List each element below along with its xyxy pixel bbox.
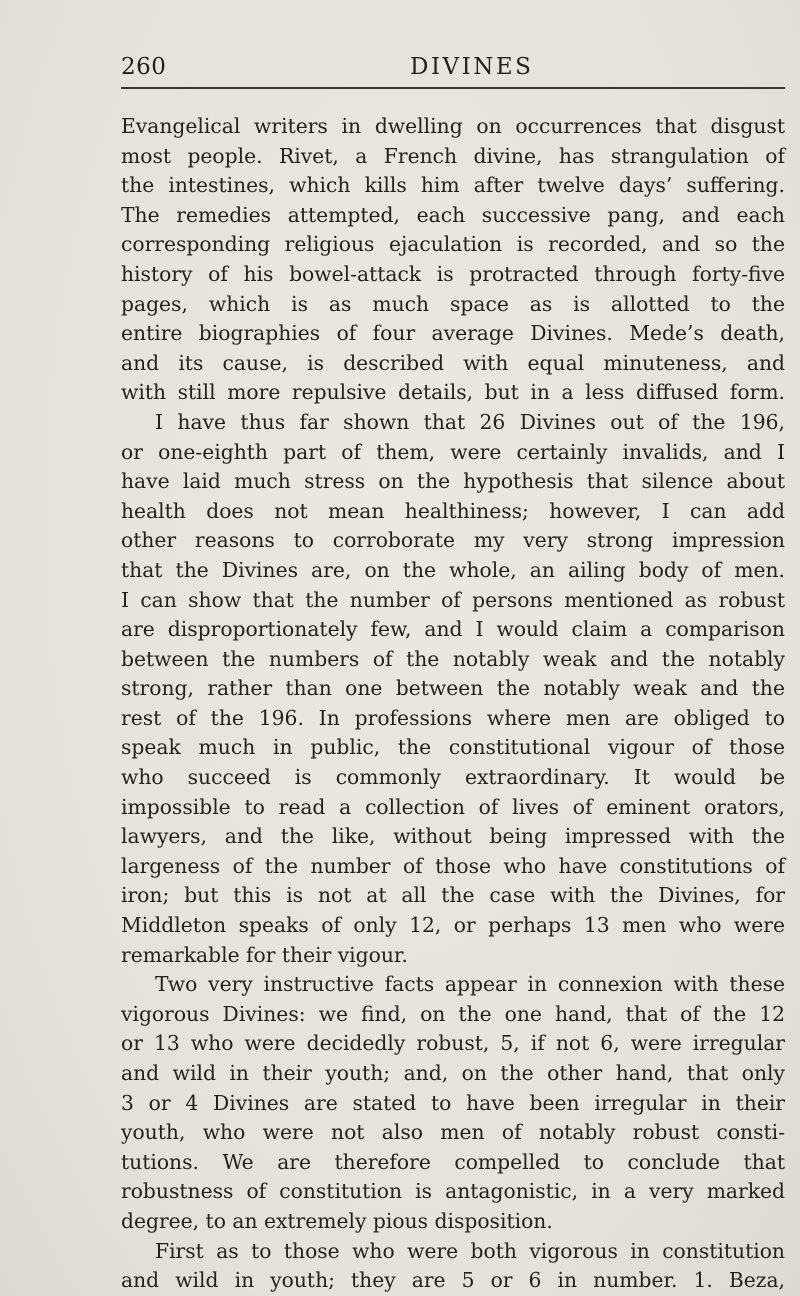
text-line: are disproportionately few, and I would claim a comparison (121, 617, 785, 642)
text-line: rest of the 196. In professions where men are obliged to (121, 705, 785, 730)
paragraph (121, 970, 785, 1236)
text-line: First as to those who were both vigorous in constitution (155, 1238, 785, 1263)
text-line: Evangelical writers in dwelling on occurrences that disgust (121, 114, 785, 138)
text-line: between the numbers of the notably weak and the notably (121, 646, 785, 671)
text-line: I can show that the number of persons mentioned as robust (121, 587, 785, 612)
text-line: largeness of the number of those who have constitutions of (121, 853, 785, 878)
text-line: with still more repulsive details, but in a less diffused form. (121, 380, 785, 405)
text-line: vigorous Divines: we find, on the one hand, that of the 12 (121, 1001, 785, 1026)
text-line: and its cause, is described with equal minuteness, and (121, 350, 785, 375)
text-line: robustness of constitution is antagonistic, in a very marked (121, 1179, 785, 1204)
text-line: lawyers, and the like, without being impressed with the (121, 824, 785, 849)
text-line: strong, rather than one between the notably weak and the (121, 676, 785, 701)
paragraph (121, 112, 785, 408)
text-line: corresponding religious ejaculation is recorded, and so the (121, 232, 785, 257)
text-line: or 13 who were decidedly robust, 5, if not 6, were irregular (121, 1031, 785, 1056)
text-line: most people. Rivet, a French divine, has strangulation of (121, 143, 785, 168)
text-line: that the Divines are, on the whole, an ailing body of men. (121, 557, 785, 582)
text-line: or one-eighth part of them, were certainly invalids, and I (121, 439, 785, 464)
text-line: The remedies attempted, each successive pang, and each (121, 202, 785, 227)
text-line: health does not mean healthiness; however, I can add (121, 498, 785, 523)
text-line: the intestines, which kills him after twelve days’ suffering. (121, 173, 785, 198)
text-line: entire biographies of four average Divines. Mede’s death, (121, 321, 785, 346)
text-line: have laid much stress on the hypothesis that silence about (121, 469, 785, 494)
text-line: I have thus far shown that 26 Divines out of the 196, (155, 409, 785, 434)
text-line: who succeed is commonly extraordinary. It would be (121, 765, 785, 790)
text-line: and wild in their youth; and, on the other hand, that only (121, 1061, 785, 1085)
page-number: 260 (121, 54, 167, 80)
text-line: remarkable for their vigour. (121, 942, 408, 967)
header-rule (121, 87, 785, 89)
text-line: Two very instructive facts appear in connexion with these (155, 972, 785, 997)
text-line: history of his bowel-attack is protracted through forty-five (121, 261, 785, 286)
text-line: and wild in youth; they are 5 or 6 in number. 1. Beza, (121, 1268, 785, 1293)
paragraph (121, 408, 785, 970)
text-line: speak much in public, the constitutional vigour of those (121, 735, 785, 760)
text-line: iron; but this is not at all the case with the Divines, for (121, 883, 785, 908)
text-line: degree, to an extremely pious disposition. (121, 1208, 553, 1233)
text-line: youth, who were not also men of notably robust consti- (121, 1120, 785, 1145)
paragraph (121, 1237, 785, 1296)
text-line: other reasons to corroborate my very strong impression (121, 528, 785, 553)
text-line: pages, which is as much space as is allotted to the (121, 291, 785, 316)
text-line: Middleton speaks of only 12, or perhaps 13 men who were (121, 913, 785, 938)
running-head: DIVINES (410, 54, 534, 80)
text-line: tutions. We are therefore compelled to conclude that (121, 1149, 785, 1174)
text-line: 3 or 4 Divines are stated to have been irregular in their (121, 1090, 785, 1115)
body-text (121, 112, 785, 1296)
text-line: impossible to read a collection of lives of eminent orators, (121, 794, 785, 819)
